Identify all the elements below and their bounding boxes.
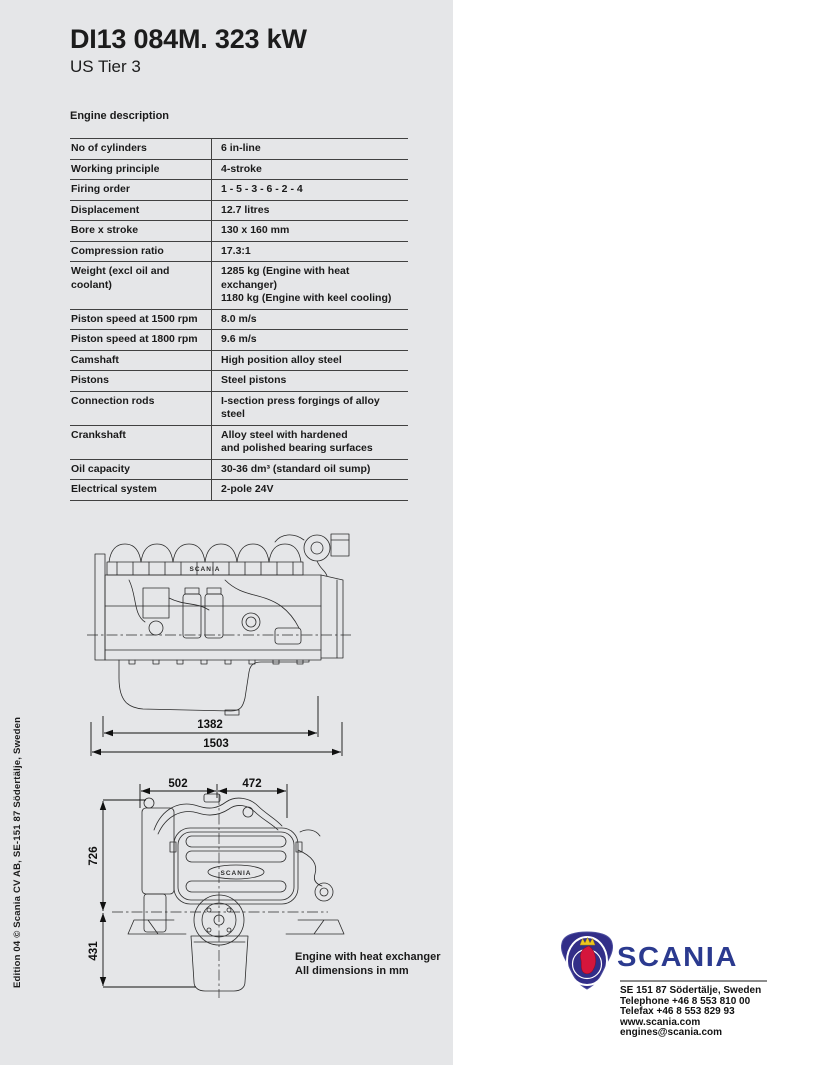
- spec-value: Alloy steel with hardened and polished bearing surfaces: [211, 426, 408, 459]
- side-view-brand-text: SCANIA: [189, 566, 221, 573]
- engine-side-view-drawing: [85, 510, 355, 760]
- spec-value: 4-stroke: [211, 160, 408, 180]
- spec-value: 17.3:1: [211, 242, 408, 262]
- spec-value-line2: and polished bearing surfaces: [221, 442, 373, 454]
- spec-row: [70, 370, 408, 391]
- front-view-brand-text: SCANIA: [220, 870, 252, 877]
- footer-telefax: Telefax +46 8 553 829 93: [620, 1006, 735, 1018]
- crown-icon: [580, 938, 595, 946]
- spec-value: 9.6 m/s: [211, 330, 408, 350]
- spec-value: 130 x 160 mm: [211, 221, 408, 241]
- footer-website: www.scania.com: [620, 1016, 701, 1028]
- side-view-engine-outline: [95, 534, 349, 715]
- spec-label: Piston speed at 1500 rpm: [71, 312, 198, 325]
- spec-label: Displacement: [71, 203, 140, 216]
- spec-row: [70, 261, 408, 309]
- engine-description-heading: Engine description: [70, 110, 170, 122]
- spec-label: Connection rods: [71, 394, 155, 407]
- spec-value: Steel pistons: [211, 371, 408, 391]
- spec-value: 2-pole 24V: [211, 480, 408, 500]
- spec-label: Bore x stroke: [71, 224, 139, 236]
- spec-row: [70, 479, 408, 501]
- spec-label: Working principle: [71, 162, 160, 175]
- footer-address: SE 151 87 Södertälje, Sweden: [620, 985, 762, 996]
- spec-label: Firing order: [71, 183, 130, 195]
- spec-label: No of cylinders: [71, 142, 147, 154]
- spec-row: [70, 459, 408, 480]
- footer-address-block: [620, 986, 761, 1039]
- spec-table: [70, 138, 408, 501]
- dim-label-431: 431: [88, 941, 100, 961]
- spec-value: 1285 kg (Engine with heat exchanger) 1180 kg (Engine with keel cooling): [211, 262, 408, 309]
- spec-value: 1 - 5 - 3 - 6 - 2 - 4: [211, 180, 408, 200]
- dim-label-1382: 1382: [197, 719, 223, 731]
- spec-label: Weight (excl oil and coolant): [71, 265, 170, 291]
- spec-value-line2: 1180 kg (Engine with keel cooling): [221, 292, 392, 304]
- spec-label: Crankshaft: [71, 428, 126, 441]
- footer-email: engines@scania.com: [620, 1027, 723, 1039]
- scania-griffin-logo: [558, 931, 616, 991]
- spec-value: 12.7 litres: [211, 201, 408, 221]
- spec-value: 6 in-line: [211, 139, 408, 159]
- spec-label: Electrical system: [71, 483, 157, 495]
- spec-value: High position alloy steel: [211, 351, 408, 371]
- footer-telephone: Telephone +46 8 553 810 00: [620, 995, 751, 1007]
- spec-row: [70, 350, 408, 371]
- page-title: DI13 084M. 323 kW: [70, 24, 307, 54]
- spec-label: Piston speed at 1800 rpm: [71, 333, 198, 345]
- spec-value: 30-36 dm³ (standard oil sump): [211, 460, 408, 480]
- edition-note: Edition 04 © Scania CV AB, SE-151 87 Södertälje, Sweden: [12, 716, 23, 988]
- spec-value: I-section press forgings of alloy steel: [211, 392, 408, 425]
- spec-label: Compression ratio: [71, 244, 164, 257]
- caption-line-1: Engine with heat exchanger: [295, 951, 441, 963]
- spec-row: [70, 425, 408, 459]
- dim-label-1503: 1503: [203, 738, 229, 750]
- spec-row: [70, 220, 408, 241]
- spec-label: Oil capacity: [71, 462, 130, 475]
- dim-label-726: 726: [88, 846, 100, 866]
- drawing-caption: [295, 951, 440, 978]
- spec-row: [70, 159, 408, 180]
- spec-row: [70, 391, 408, 425]
- spec-row: [70, 309, 408, 330]
- spec-row: [70, 138, 408, 159]
- spec-row: [70, 179, 408, 200]
- spec-row: [70, 200, 408, 221]
- spec-label: Camshaft: [71, 353, 119, 366]
- dim-label-502: 502: [168, 778, 188, 790]
- footer-divider: [620, 980, 767, 982]
- caption-line-2: All dimensions in mm: [295, 964, 409, 977]
- spec-row: [70, 241, 408, 262]
- page-subtitle: US Tier 3: [70, 57, 141, 76]
- spec-row: [70, 329, 408, 350]
- spec-value: 8.0 m/s: [211, 310, 408, 330]
- scania-wordmark: SCANIA: [617, 941, 738, 972]
- spec-label: Pistons: [71, 374, 109, 386]
- dim-label-472: 472: [242, 778, 262, 790]
